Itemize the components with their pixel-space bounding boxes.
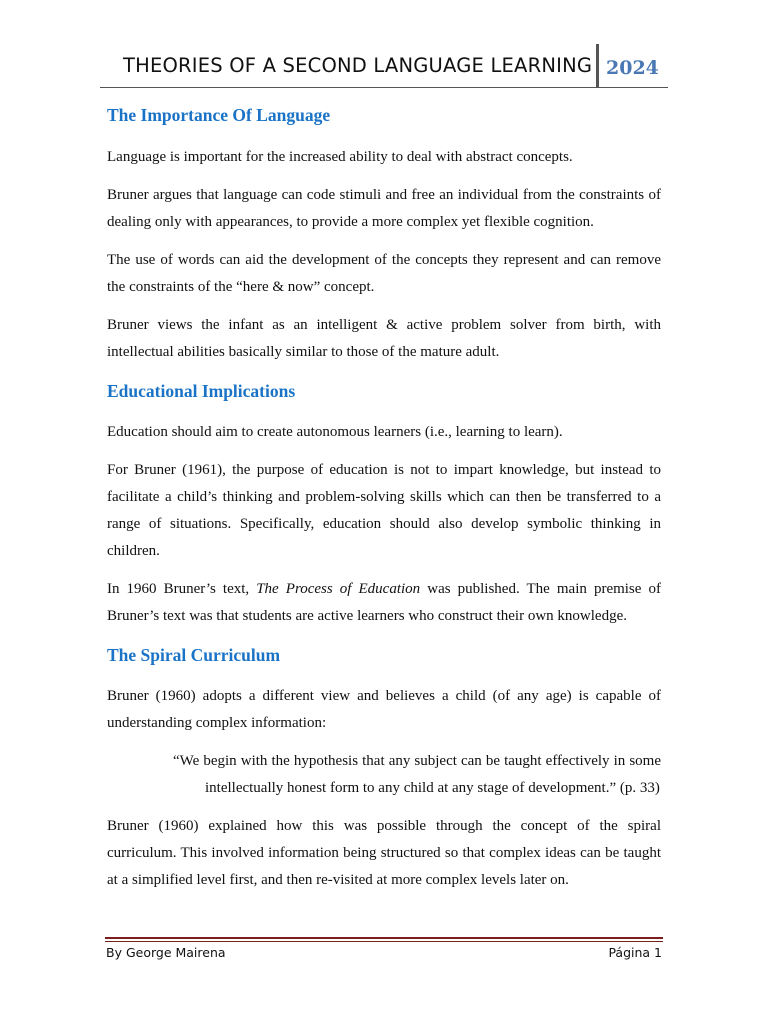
footer-author: By George Mairena [106,945,226,960]
text-run: In 1960 Bruner’s text, [107,581,257,597]
paragraph: Bruner views the infant as an intelligent & active problem solver from birth, with intellectual abilities basically similar to those of the mature adult. [107,317,661,360]
header-rule [100,87,668,88]
paragraph: Education should aim to create autonomous learners (i.e., learning to learn). [107,424,563,440]
book-title: The Process of Education [256,581,421,597]
paragraph: Language is important for the increased ability to deal with abstract concepts. [107,149,573,165]
footer-rule [105,937,663,939]
page-body [107,105,661,894]
paragraph: The use of words can aid the development of the concepts they represent and can remove the constraints of the “here & now” concept. [107,252,661,295]
paragraph: For Bruner (1961), the purpose of education is not to impart knowledge, but instead to facilitate a child’s thinking and problem-solving skills which can then be transferred to a range of situations. Specifically, education should also develop symbolic thinking in children. [107,462,661,559]
heading-educational-implications: Educational Implications [107,381,296,401]
text-run: was published. The main premise of Bruner’s text was that students are active learners who construct their own knowledge. [107,581,661,624]
paragraph: Bruner (1960) explained how this was possible through the concept of the spiral curriculum. This involved information being structured so that complex ideas can be taught at a simplified level first, and then re-visited at more complex levels later on. [107,818,661,888]
heading-spiral-curriculum: The Spiral Curriculum [107,645,281,665]
document-title: THEORIES OF A SECOND LANGUAGE LEARNING [123,54,593,77]
header-divider [596,44,599,88]
page-header [100,44,668,88]
footer-page-number: Página 1 [608,945,662,960]
paragraph: Bruner (1960) adopts a different view and believes a child (of any age) is capable of understanding complex information: [107,688,661,731]
paragraph: Bruner argues that language can code stimuli and free an individual from the constraints of dealing only with appearances, to provide a more complex yet flexible cognition. [107,187,661,230]
block-quote: “We begin with the hypothesis that any subject can be taught effectively in some intellectually honest form to any child at any stage of development.” (p. 33) [173,753,661,796]
paragraph-publication [107,576,661,630]
footer-rule-thin [105,941,663,942]
heading-importance-of-language: The Importance Of Language [107,105,331,125]
document-year: 2024 [606,57,659,79]
